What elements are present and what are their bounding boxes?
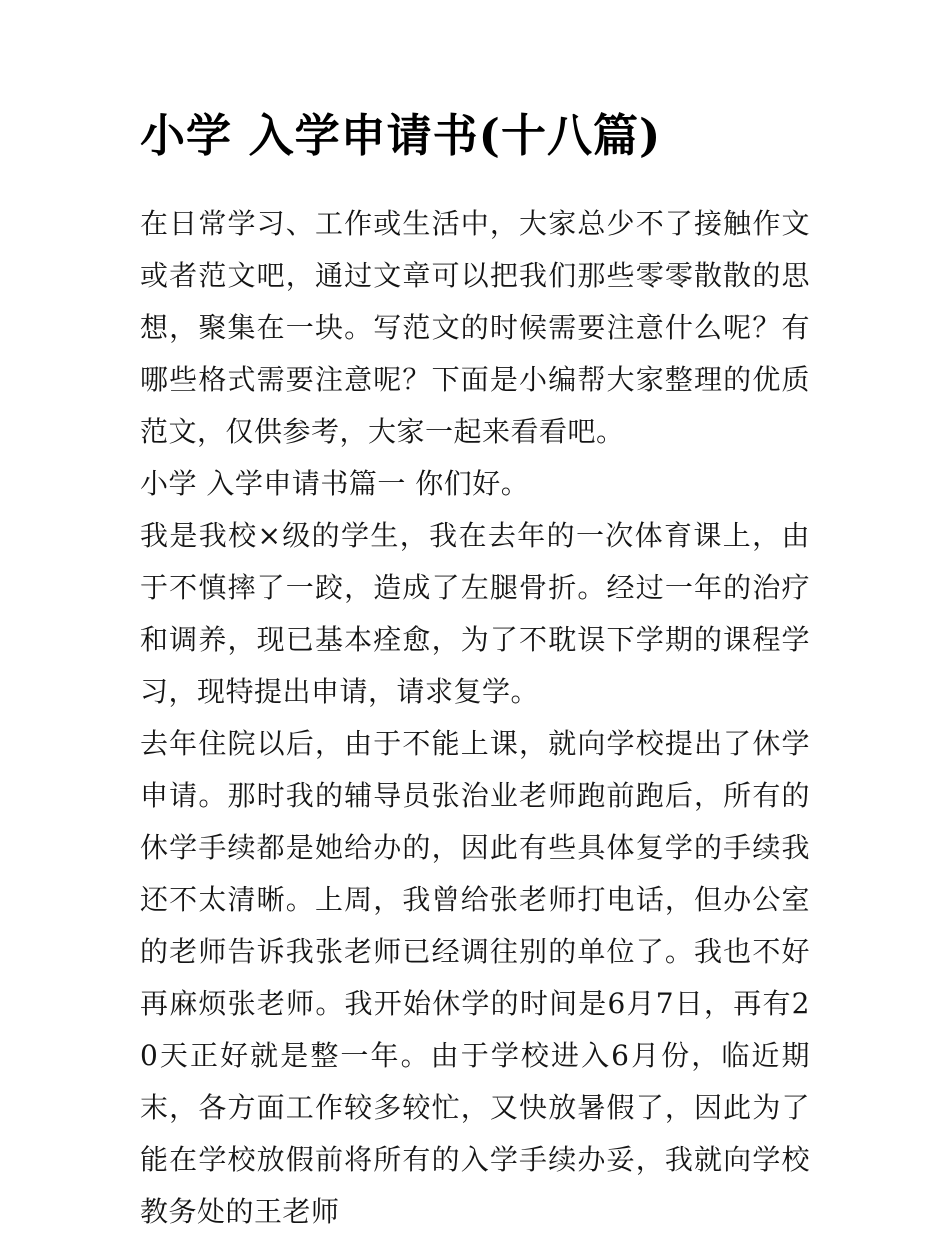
paragraph-section-heading: 小学 入学申请书篇一 你们好。 bbox=[140, 467, 530, 501]
paragraph-application-body-1: 我是我校×级的学生，我在去年的一次体育课上，由于不慎摔了一跤，造成了左腿骨折。经过一年的治疗和调养，现已基本痊愈，为了不耽误下学期的课程学习，现特提出申请，请求复学。 bbox=[140, 519, 810, 709]
paragraph-intro: 在日常学习、工作或生活中，大家总少不了接触作文或者范文吧，通过文章可以把我们那些零零散散的思想，聚集在一块。写范文的时候需要注意什么呢？有哪些格式需要注意呢？下面是小编帮大家整理的优质范文，仅供参考，大家一起来看看吧。 bbox=[140, 207, 810, 449]
paragraph-application-body-2: 去年住院以后，由于不能上课，就向学校提出了休学申请。那时我的辅导员张治业老师跑前跑后，所有的休学手续都是她给办的，因此有些具体复学的手续我还不太清晰。上周，我曾给张老师打电话，但办公室的老师告诉我张老师已经调往别的单位了。我也不好再麻烦张老师。我开始休学的时间是6月7日，再有20天正好就是整一年。由于学校进入6月份，临近期末，各方面工作较多较忙，又快放暑假了，因此为了能在学校放假前将所有的入学手续办妥，我就向学校教务处的王老师 bbox=[140, 727, 810, 1229]
document-title: 小学 入学申请书(十八篇) bbox=[140, 109, 662, 162]
